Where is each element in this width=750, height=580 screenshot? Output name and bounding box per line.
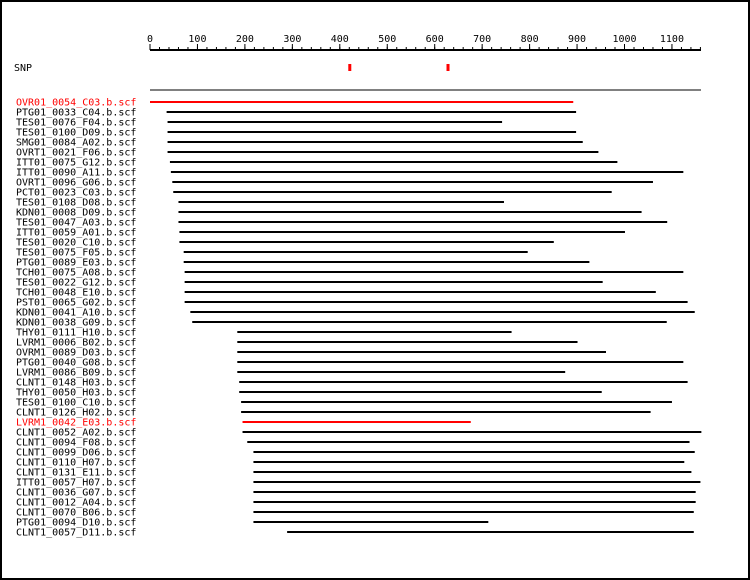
read-name[interactable]: PTG01_0033_C04.b.scf — [16, 107, 137, 119]
position-axis — [147, 34, 701, 50]
read-name[interactable]: PST01_0065_G02.b.scf — [16, 297, 137, 309]
read-name[interactable]: TES01_0100_D09.b.scf — [16, 127, 137, 139]
read-name[interactable]: TES01_0047_A03.b.scf — [16, 217, 137, 229]
axis-tick-label: 0 — [146, 34, 154, 45]
read-name[interactable]: ITT01_0057_H07.b.scf — [16, 477, 137, 489]
read-name[interactable]: TES01_0022_G12.b.scf — [16, 277, 137, 289]
read-name[interactable]: CLNT1_0070_B06.b.scf — [16, 507, 137, 519]
read-name[interactable]: THY01_0050_H03.b.scf — [16, 387, 137, 399]
read-name[interactable]: ITT01_0059_A01.b.scf — [16, 227, 137, 239]
alignment-diagram — [2, 2, 748, 578]
axis-tick-label: 400 — [330, 34, 349, 45]
read-name[interactable]: CLNT1_0148_H03.b.scf — [16, 377, 137, 389]
read-list — [16, 98, 701, 539]
read-row — [16, 528, 694, 539]
read-name[interactable]: CLNT1_0012_A04.b.scf — [16, 497, 137, 509]
axis-tick-label: 800 — [520, 34, 539, 45]
read-name[interactable]: CLNT1_0110_H07.b.scf — [16, 457, 137, 469]
read-name[interactable]: LVRM1_0042_E03.b.scf — [16, 417, 137, 429]
read-name[interactable]: ITT01_0075_G12.b.scf — [16, 157, 137, 169]
read-name[interactable]: PCT01_0023_C03.b.scf — [16, 187, 137, 199]
axis-tick-label: 100 — [188, 34, 207, 45]
read-name[interactable]: KDN01_0041_A10.b.scf — [16, 307, 137, 319]
axis-tick-label: 300 — [283, 34, 302, 45]
axis-tick-label: 500 — [378, 34, 397, 45]
read-name[interactable]: PTG01_0094_D10.b.scf — [16, 517, 137, 529]
read-name[interactable]: CLNT1_0057_D11.b.scf — [16, 527, 137, 539]
read-name[interactable]: OVRT1_0096_G06.b.scf — [16, 177, 137, 189]
read-name[interactable]: OVRT1_0021_F06.b.scf — [16, 147, 137, 159]
axis-tick-label: 900 — [568, 34, 587, 45]
read-name[interactable]: CLNT1_0094_F08.b.scf — [16, 437, 137, 449]
read-name[interactable]: TES01_0100_C10.b.scf — [16, 397, 137, 409]
read-name[interactable]: KDN01_0008_D09.b.scf — [16, 207, 137, 219]
read-name[interactable]: CLNT1_0099_D06.b.scf — [16, 447, 137, 459]
axis-tick-label: 700 — [473, 34, 492, 45]
read-name[interactable]: CLNT1_0052_A02.b.scf — [16, 427, 137, 439]
read-name[interactable]: SMG01_0084_A02.b.scf — [16, 137, 137, 149]
read-name[interactable]: PTG01_0040_G08.b.scf — [16, 357, 137, 369]
read-name[interactable]: OVR01_0054_C03.b.scf — [16, 97, 137, 109]
read-name[interactable]: LVRM1_0006_B02.b.scf — [16, 337, 137, 349]
read-name[interactable]: TCH01_0048_E10.b.scf — [16, 287, 137, 299]
read-name[interactable]: KDN01_0038_G09.b.scf — [16, 317, 137, 329]
axis-tick-label: 200 — [235, 34, 254, 45]
read-name[interactable]: CLNT1_0036_G07.b.scf — [16, 487, 137, 499]
snp-marker — [447, 64, 450, 71]
read-name[interactable]: TES01_0075_F05.b.scf — [16, 247, 137, 259]
read-name[interactable]: PTG01_0089_E03.b.scf — [16, 257, 137, 269]
axis-tick-label: 1000 — [612, 34, 637, 45]
read-name[interactable]: OVRM1_0089_D03.b.scf — [16, 347, 137, 359]
axis-tick-label: 1100 — [659, 34, 684, 45]
axis-tick-label: 600 — [425, 34, 444, 45]
snp-marker — [348, 64, 351, 71]
read-name[interactable]: CLNT1_0126_H02.b.scf — [16, 407, 137, 419]
read-name[interactable]: CLNT1_0131_E11.b.scf — [16, 467, 137, 479]
snp-track-label: SNP — [14, 63, 33, 74]
read-name[interactable]: TES01_0020_C10.b.scf — [16, 237, 137, 249]
read-name[interactable]: TES01_0108_D08.b.scf — [16, 197, 137, 209]
snp-track — [348, 64, 449, 71]
read-name[interactable]: ITT01_0090_A11.b.scf — [16, 167, 137, 179]
read-name[interactable]: THY01_0111_H10.b.scf — [16, 327, 137, 339]
read-name[interactable]: TCH01_0075_A08.b.scf — [16, 267, 137, 279]
read-name[interactable]: TES01_0076_F04.b.scf — [16, 117, 137, 129]
read-name[interactable]: LVRM1_0086_B09.b.scf — [16, 367, 137, 379]
